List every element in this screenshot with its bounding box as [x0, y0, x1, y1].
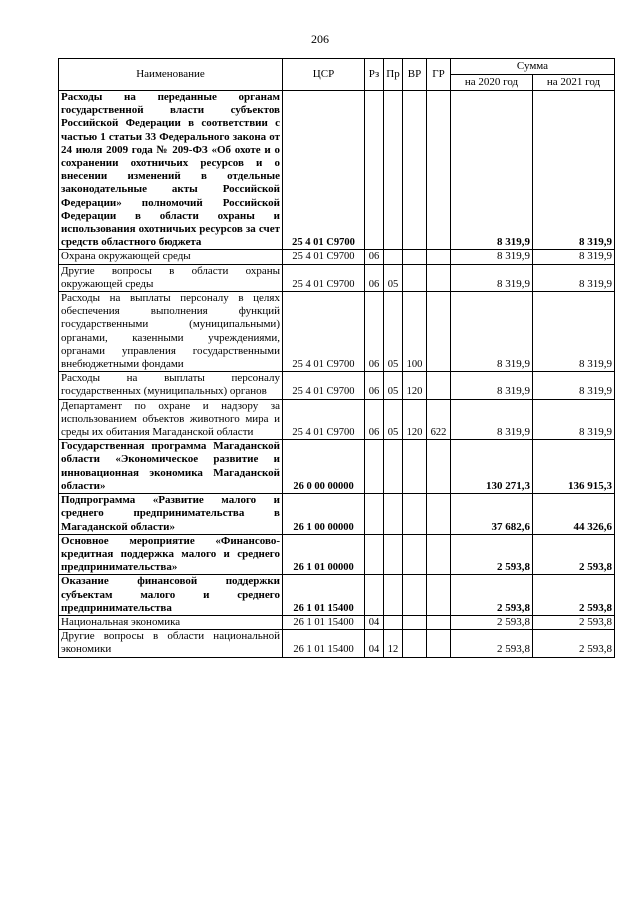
row-pr: 05 — [384, 264, 403, 291]
table-row — [59, 264, 615, 291]
row-name: Основное мероприятие «Финансово-кредитная поддержка малого и среднего предпринимательства» — [59, 534, 283, 575]
page-number: 206 — [311, 32, 329, 46]
table-row — [59, 534, 615, 575]
row-csr: 25 4 01 С9700 — [283, 91, 365, 250]
row-amount-2020: 8 319,9 — [451, 399, 533, 440]
row-csr: 26 0 00 00000 — [283, 440, 365, 494]
row-rz: 06 — [365, 264, 384, 291]
row-name: Охрана окружающей среды — [59, 250, 283, 264]
header-sum: Сумма — [451, 59, 615, 75]
header-gr: ГР — [427, 59, 451, 91]
row-amount-2020: 2 593,8 — [451, 534, 533, 575]
row-vr — [403, 630, 427, 657]
row-name: Другие вопросы в области охраны окружающей среды — [59, 264, 283, 291]
row-gr — [427, 250, 451, 264]
row-gr — [427, 575, 451, 616]
header-year-2021: на 2021 год — [533, 75, 615, 91]
row-gr — [427, 292, 451, 372]
row-pr — [384, 494, 403, 535]
row-csr: 26 1 01 15400 — [283, 615, 365, 629]
header-year-2020: на 2020 год — [451, 75, 533, 91]
row-pr — [384, 615, 403, 629]
table-body — [59, 91, 615, 658]
row-rz — [365, 534, 384, 575]
table-row — [59, 91, 615, 250]
row-amount-2021: 2 593,8 — [533, 630, 615, 657]
row-name: Государственная программа Магаданской области «Экономическое развитие и инновационная экономика Магаданской области» — [59, 440, 283, 494]
row-amount-2020: 2 593,8 — [451, 630, 533, 657]
row-vr — [403, 264, 427, 291]
row-vr: 100 — [403, 292, 427, 372]
row-rz: 04 — [365, 615, 384, 629]
row-amount-2021: 8 319,9 — [533, 91, 615, 250]
row-amount-2020: 8 319,9 — [451, 264, 533, 291]
row-csr: 25 4 01 С9700 — [283, 264, 365, 291]
header-pr: Пр — [384, 59, 403, 91]
header-vr: ВР — [403, 59, 427, 91]
row-gr — [427, 534, 451, 575]
row-vr — [403, 534, 427, 575]
row-amount-2021: 44 326,6 — [533, 494, 615, 535]
row-amount-2020: 8 319,9 — [451, 250, 533, 264]
row-name: Департамент по охране и надзору за использованием объектов животного мира и среды их обитания Магаданской области — [59, 399, 283, 440]
header-name: Наименование — [59, 59, 283, 91]
row-amount-2021: 2 593,8 — [533, 575, 615, 616]
table-row — [59, 615, 615, 629]
row-rz — [365, 91, 384, 250]
row-amount-2021: 2 593,8 — [533, 534, 615, 575]
row-amount-2021: 8 319,9 — [533, 399, 615, 440]
row-name: Расходы на выплаты персоналу в целях обеспечения выполнения функций государственными (муниципальными) органами, казенными учреждениями, органами управления государственными внебюджетными фондами — [59, 292, 283, 372]
row-csr: 25 4 01 С9700 — [283, 399, 365, 440]
header-csr: ЦСР — [283, 59, 365, 91]
row-gr — [427, 372, 451, 399]
row-rz — [365, 440, 384, 494]
row-rz — [365, 575, 384, 616]
row-pr: 05 — [384, 372, 403, 399]
row-name: Оказание финансовой поддержки субъектам малого и среднего предпринимательства — [59, 575, 283, 616]
row-csr: 26 1 01 15400 — [283, 575, 365, 616]
header-rz: Рз — [365, 59, 384, 91]
table-row — [59, 575, 615, 616]
row-amount-2021: 136 915,3 — [533, 440, 615, 494]
row-pr — [384, 575, 403, 616]
row-gr — [427, 440, 451, 494]
row-pr — [384, 534, 403, 575]
budget-table — [58, 58, 615, 658]
table-row — [59, 292, 615, 372]
row-amount-2020: 130 271,3 — [451, 440, 533, 494]
row-gr — [427, 615, 451, 629]
table-row — [59, 250, 615, 264]
row-csr: 26 1 01 15400 — [283, 630, 365, 657]
row-vr — [403, 250, 427, 264]
row-csr: 26 1 00 00000 — [283, 494, 365, 535]
row-vr — [403, 615, 427, 629]
row-gr — [427, 264, 451, 291]
table-header — [59, 59, 615, 91]
row-amount-2021: 8 319,9 — [533, 292, 615, 372]
row-vr — [403, 440, 427, 494]
table-row — [59, 372, 615, 399]
row-amount-2020: 8 319,9 — [451, 91, 533, 250]
table-row — [59, 440, 615, 494]
row-gr — [427, 91, 451, 250]
row-amount-2021: 8 319,9 — [533, 372, 615, 399]
row-name: Подпрограмма «Развитие малого и среднего предпринимательства в Магаданской области» — [59, 494, 283, 535]
row-vr — [403, 494, 427, 535]
row-name: Расходы на переданные органам государственной власти субъектов Российской Федерации в соответствии с частью 1 статьи 33 Федерального закона от 24 июля 2009 года № 209-ФЗ «Об охоте и о сохранении охотничьих ресурсов и о внесении изменений в отдельные законодательные акты Российской Федерации» полномочий Российской Федерации в области охраны и использования охотничьих ресурсов за счет средств областного бюджета — [59, 91, 283, 250]
row-gr: 622 — [427, 399, 451, 440]
table-row — [59, 630, 615, 657]
row-amount-2020: 2 593,8 — [451, 575, 533, 616]
row-amount-2021: 8 319,9 — [533, 264, 615, 291]
row-name: Национальная экономика — [59, 615, 283, 629]
row-rz: 06 — [365, 399, 384, 440]
row-amount-2020: 2 593,8 — [451, 615, 533, 629]
row-rz: 04 — [365, 630, 384, 657]
row-pr — [384, 250, 403, 264]
row-rz: 06 — [365, 250, 384, 264]
row-amount-2020: 8 319,9 — [451, 372, 533, 399]
row-pr — [384, 91, 403, 250]
row-pr: 05 — [384, 399, 403, 440]
row-amount-2021: 8 319,9 — [533, 250, 615, 264]
row-rz: 06 — [365, 292, 384, 372]
row-name: Другие вопросы в области национальной экономики — [59, 630, 283, 657]
row-rz: 06 — [365, 372, 384, 399]
row-gr — [427, 494, 451, 535]
row-pr: 12 — [384, 630, 403, 657]
row-name: Расходы на выплаты персоналу государственных (муниципальных) органов — [59, 372, 283, 399]
row-amount-2020: 37 682,6 — [451, 494, 533, 535]
row-vr — [403, 575, 427, 616]
row-gr — [427, 630, 451, 657]
table-row — [59, 399, 615, 440]
row-pr: 05 — [384, 292, 403, 372]
table-row — [59, 494, 615, 535]
row-csr: 25 4 01 С9700 — [283, 250, 365, 264]
row-vr: 120 — [403, 372, 427, 399]
row-csr: 25 4 01 С9700 — [283, 292, 365, 372]
row-csr: 26 1 01 00000 — [283, 534, 365, 575]
row-pr — [384, 440, 403, 494]
row-amount-2020: 8 319,9 — [451, 292, 533, 372]
row-vr — [403, 91, 427, 250]
row-vr: 120 — [403, 399, 427, 440]
row-rz — [365, 494, 384, 535]
row-amount-2021: 2 593,8 — [533, 615, 615, 629]
row-csr: 25 4 01 С9700 — [283, 372, 365, 399]
